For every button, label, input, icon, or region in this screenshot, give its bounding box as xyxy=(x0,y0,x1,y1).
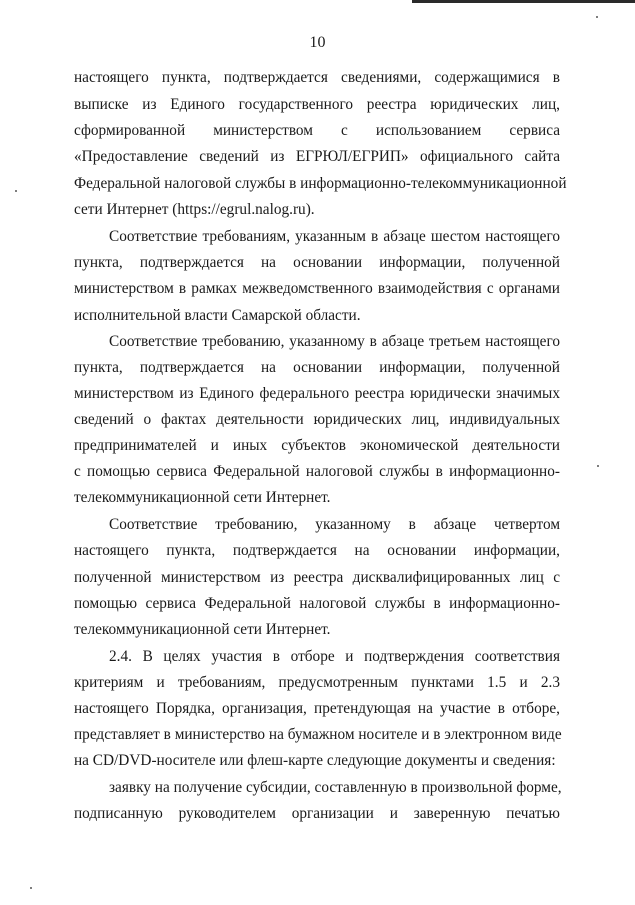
page-number: 10 xyxy=(309,34,326,51)
text-line: заявку на получение субсидии, составленную в произвольной форме, xyxy=(109,779,562,796)
text-line: «Предоставление сведений из ЕГРЮЛ/ЕГРИП» официального сайта xyxy=(74,148,560,165)
scan-speck xyxy=(15,190,17,192)
text-line: представляет в министерство на бумажном носителе и в электронном виде xyxy=(74,726,562,743)
text-line: сведений о фактах деятельности юридических лиц, индивидуальных xyxy=(74,411,560,428)
scan-speck xyxy=(596,16,598,18)
text-line: настоящего Порядка, организация, претендующая на участие в отборе, xyxy=(74,700,560,717)
text-line: исполнительной власти Самарской области. xyxy=(74,307,361,324)
text-line: Федеральной налоговой службы в информационно-телекоммуникационной xyxy=(74,175,567,192)
text-line: Соответствие требованию, указанному в абзаце четвертом xyxy=(109,516,560,533)
text-line: 2.4. В целях участия в отборе и подтверждения соответствия xyxy=(109,648,560,665)
text-line: предпринимателей и иных субъектов экономической деятельности xyxy=(74,437,560,454)
text-line: Соответствие требованиям, указанным в абзаце шестом настоящего xyxy=(109,228,560,245)
text-line: с помощью сервиса Федеральной налоговой службы в информационно- xyxy=(74,463,560,480)
text-line: сформированной министерством с использованием сервиса xyxy=(74,122,560,139)
text-line: Соответствие требованию, указанному в абзаце третьем настоящего xyxy=(109,333,560,350)
text-line: пункта, подтверждается на основании информации, полученной xyxy=(74,359,560,376)
text-line: полученной министерством из реестра дисквалифицированных лиц с xyxy=(74,569,560,586)
text-line: телекоммуникационной сети Интернет. xyxy=(74,621,331,638)
text-line: пункта, подтверждается на основании информации, полученной xyxy=(74,254,560,271)
top-edge-rule xyxy=(412,0,635,3)
text-line: настоящего пункта, подтверждается на основании информации, xyxy=(74,542,560,559)
text-line: выписке из Единого государственного реестра юридических лиц, xyxy=(74,96,560,113)
text-line: критериям и требованиям, предусмотренным пунктами 1.5 и 2.3 xyxy=(74,674,560,691)
text-line: министерством в рамках межведомственного взаимодействия с органами xyxy=(74,280,560,297)
text-line: телекоммуникационной сети Интернет. xyxy=(74,489,331,506)
text-line: сети Интернет (https://egrul.nalog.ru). xyxy=(74,201,315,218)
text-line: помощью сервиса Федеральной налоговой службы в информационно- xyxy=(74,595,560,612)
scan-speck xyxy=(597,465,599,467)
text-line: настоящего пункта, подтверждается сведениями, содержащимися в xyxy=(74,69,560,86)
text-line: подписанную руководителем организации и заверенную печатью xyxy=(74,805,560,822)
text-line: на CD/DVD-носителе или флеш-карте следующие документы и сведения: xyxy=(74,752,556,769)
text-line: министерством из Единого федерального реестра юридически значимых xyxy=(74,385,560,402)
scan-speck xyxy=(30,887,32,889)
